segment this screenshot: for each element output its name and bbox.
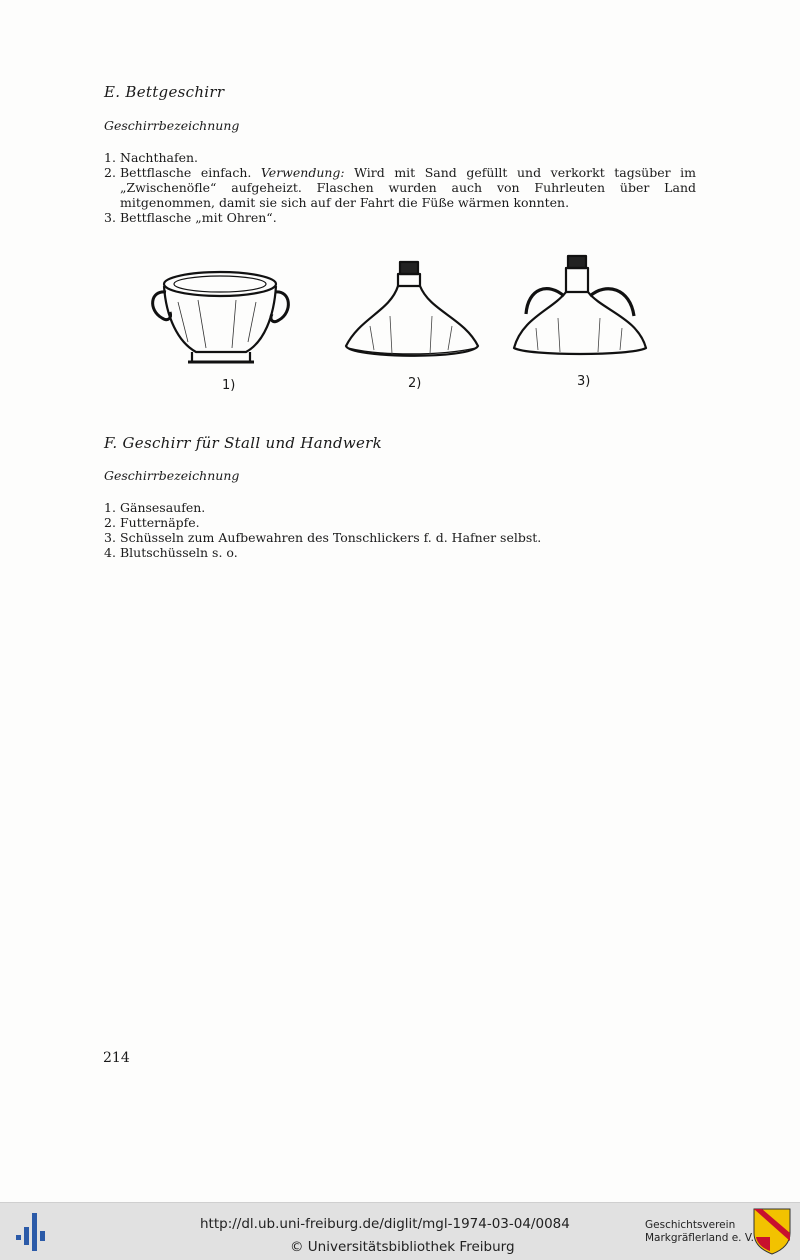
bed-bottle-simple-drawing xyxy=(340,256,485,366)
list-item-number: 3. xyxy=(104,210,116,225)
section-e-list xyxy=(104,150,696,225)
permalink-url[interactable]: http://dl.ub.uni-freiburg.de/diglit/mgl-1974-03-04/0084 xyxy=(200,1216,570,1232)
list-item-text: Gänsesaufen. xyxy=(120,500,206,515)
section-e-subheading: Geschirrbezeichnung xyxy=(104,118,240,133)
section-f-list xyxy=(104,500,704,560)
society-name-line: Geschichtsverein xyxy=(645,1219,736,1231)
figure-caption-1: 1) xyxy=(222,378,236,393)
list-item xyxy=(104,515,704,530)
society-crest-icon xyxy=(752,1207,792,1255)
footer-bar xyxy=(0,1202,800,1260)
list-item-text xyxy=(120,165,696,210)
list-item xyxy=(104,150,696,165)
list-item xyxy=(104,530,704,545)
list-item-number: 4. xyxy=(104,545,116,560)
list-item-number: 2. xyxy=(104,515,116,530)
list-item-text: Blutschüsseln s. o. xyxy=(120,545,238,560)
library-logo-icon[interactable] xyxy=(16,1213,50,1251)
list-item-number: 1. xyxy=(104,500,116,515)
list-item-text-part: Bettflasche einfach. xyxy=(120,165,261,180)
page-number: 214 xyxy=(103,1050,130,1066)
list-item-text: Schüsseln zum Aufbewahren des Tonschlickers f. d. Hafner selbst. xyxy=(120,530,542,545)
chamber-pot-drawing xyxy=(148,262,293,372)
list-item-number: 3. xyxy=(104,530,116,545)
list-item xyxy=(104,210,696,225)
copyright-notice: © Universitätsbibliothek Freiburg xyxy=(290,1239,515,1255)
list-item xyxy=(104,165,696,210)
section-f-heading: F. Geschirr für Stall und Handwerk xyxy=(104,434,383,452)
list-item-number: 2. xyxy=(104,165,116,180)
list-item-text: Futternäpfe. xyxy=(120,515,200,530)
figure-caption-3: 3) xyxy=(577,374,591,389)
list-item-emphasis: Verwendung: xyxy=(260,165,345,180)
section-f-subheading: Geschirrbezeichnung xyxy=(104,468,240,483)
section-e-heading: E. Bettgeschirr xyxy=(104,83,225,101)
list-item xyxy=(104,500,704,515)
list-item-text: Nachthafen. xyxy=(120,150,199,165)
bed-bottle-with-ears-drawing xyxy=(508,252,653,362)
list-item-number: 1. xyxy=(104,150,116,165)
figure-caption-2: 2) xyxy=(408,376,422,391)
list-item xyxy=(104,545,704,560)
list-item-text: Bettflasche „mit Ohren“. xyxy=(120,210,277,225)
list-item-text-part: Wird mit Sand gefüllt und verkorkt tagsüber im „Zwischenöfle“ aufgeheizt. Flaschen wurden auch von Fuhrleuten über Land mitgenommen, damit sie sich auf der Fahrt die Füße wärmen konnten. xyxy=(120,165,696,210)
society-name-line: Markgräflerland e. V. xyxy=(645,1232,755,1244)
society-name xyxy=(645,1219,754,1245)
